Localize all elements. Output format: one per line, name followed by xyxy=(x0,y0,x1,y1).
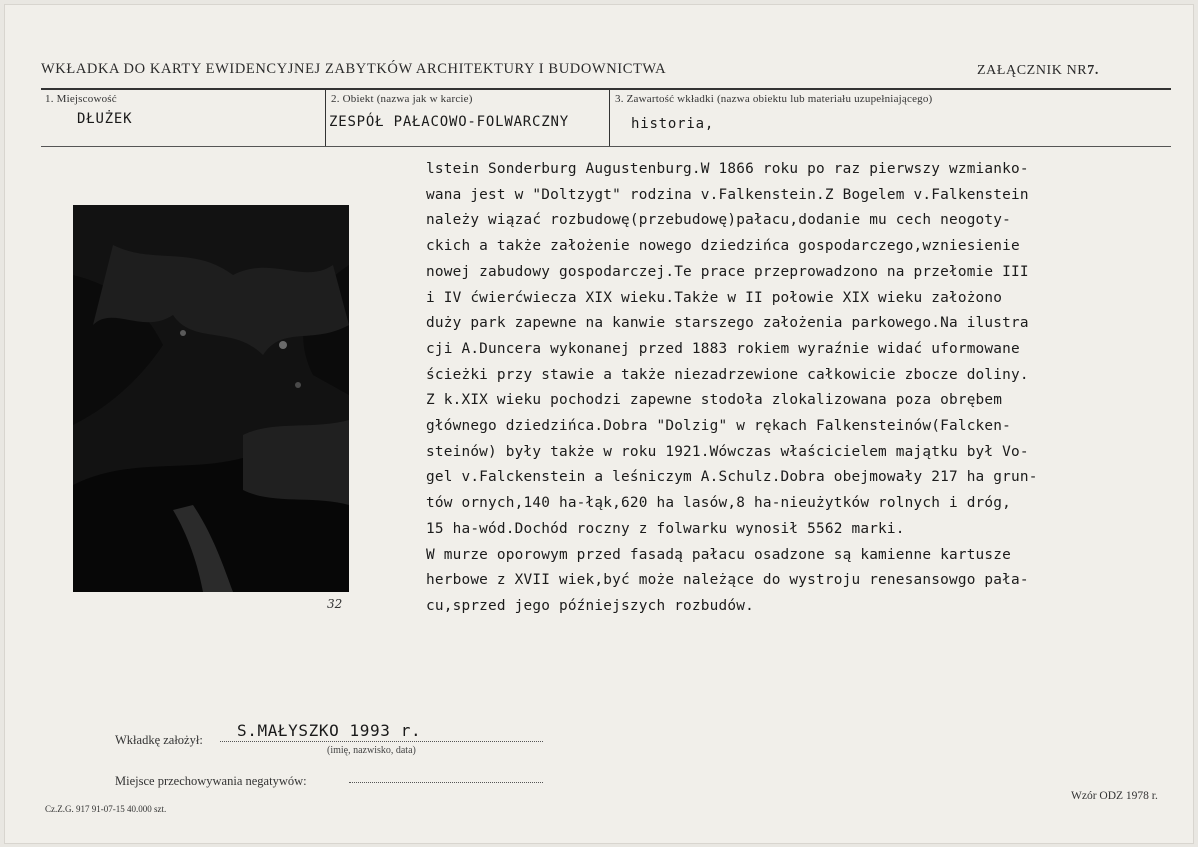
photo-number: 32 xyxy=(327,597,343,611)
text-line: 15 ha-wód.Dochód roczny z folwarku wynosił 5562 marki. xyxy=(426,520,905,537)
text-line: i IV ćwierćwiecza XIX wieku.Także w II połowie XIX wieku założono xyxy=(426,289,1003,306)
text-line: duży park zapewne na kanwie starszego założenia parkowego.Na ilustra xyxy=(426,315,1029,332)
text-line: ścieżki przy stawie a także niezadrzewione całkowicie zbocze doliny. xyxy=(426,366,1029,383)
negatives-line xyxy=(349,782,543,783)
print-code: Cz.Z.G. 917 91-07-15 40.000 szt. xyxy=(45,804,167,814)
locality-value: DŁUŻEK xyxy=(77,111,133,127)
text-line: tów ornych,140 ha-łąk,620 ha lasów,8 ha-nieużytków rolnych i dróg, xyxy=(426,495,1012,512)
object-label: 2. Obiekt (nazwa jak w karcie) xyxy=(331,93,473,105)
author-line xyxy=(220,741,543,742)
object-value: ZESPÓŁ PAŁACOWO-FOLWARCZNY xyxy=(329,114,569,130)
text-line: lstein Sonderburg Augustenburg.W 1866 roku po raz pierwszy wzmianko- xyxy=(426,161,1029,177)
header-rule-top xyxy=(41,88,1171,90)
record-sheet xyxy=(4,4,1194,844)
content-label: 3. Zawartość wkładki (nazwa obiektu lub materiału uzupełniającego) xyxy=(615,93,933,105)
text-line: ckich a także założenie nowego dziedzińca gospodarczego,wzniesienie xyxy=(426,238,1020,255)
author-value: S.MAŁYSZKO 1993 r. xyxy=(237,721,422,740)
annex-value: 7. xyxy=(1087,63,1099,78)
text-line: wana jest w "Doltzygt" rodzina v.Falkenstein.Z Bogelem v.Falkenstein xyxy=(426,186,1029,203)
form-title: WKŁADKA DO KARTY EWIDENCYJNEJ ZABYTKÓW ARCHITEKTURY I BUDOWNICTWA xyxy=(41,61,667,77)
text-line: głównego dziedzińca.Dobra "Dolzig" w rękach Falkensteinów(Falcken- xyxy=(426,418,1012,435)
locality-label: 1. Miejscowość xyxy=(45,93,117,105)
park-photo xyxy=(73,205,349,592)
annex-label: ZAŁĄCZNIK NR xyxy=(977,63,1088,78)
author-hint: (imię, nazwisko, data) xyxy=(327,745,416,756)
negatives-label: Miejsce przechowywania negatywów: xyxy=(115,774,307,788)
text-line: gel v.Falckenstein a leśniczym A.Schulz.Dobra obejmowały 217 ha grun- xyxy=(426,469,1038,486)
text-line: W murze oporowym przed fasadą pałacu osadzone są kamienne kartusze xyxy=(426,546,1012,563)
text-line: należy wiązać rozbudowę(przebudowę)pałacu,dodanie mu cech neogoty- xyxy=(426,212,1012,229)
text-line: Z k.XIX wieku pochodzi zapewne stodoła zlokalizowana poza obrębem xyxy=(426,392,1003,409)
text-line: cu,sprzed jego późniejszych rozbudów. xyxy=(426,597,754,614)
text-line: nowej zabudowy gospodarczej.Te prace przeprowadzono na przełomie III xyxy=(426,263,1029,280)
text-line: cji A.Duncera wykonanej przed 1883 rokiem wyraźnie widać uformowane xyxy=(426,340,1020,357)
park-photo-image xyxy=(73,205,349,592)
header-rule-bottom xyxy=(41,146,1171,147)
field-divider-2 xyxy=(609,89,610,146)
text-line: steinów) były także w roku 1921.Wówczas właścicielem majątku był Vo- xyxy=(426,443,1029,460)
annex-number xyxy=(977,63,1099,79)
template-code: Wzór ODZ 1978 r. xyxy=(1071,790,1158,802)
history-text xyxy=(426,157,1146,620)
field-divider-1 xyxy=(325,89,326,146)
text-line: herbowe z XVII wiek,być może należące do wystroju renesansowgo pała- xyxy=(426,572,1029,589)
author-label: Wkładkę założył: xyxy=(115,733,203,747)
content-value: historia, xyxy=(631,116,715,132)
